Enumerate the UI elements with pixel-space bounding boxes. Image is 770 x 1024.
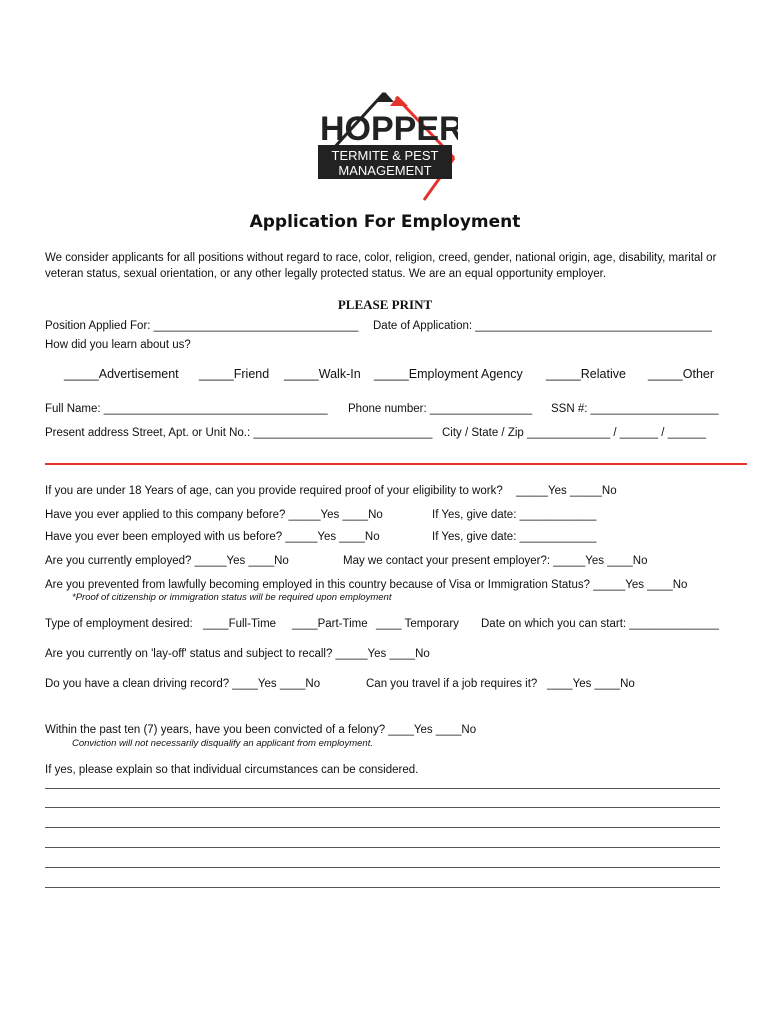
employed-date-field[interactable]: If Yes, give date: ____________ (432, 531, 597, 543)
svg-text:TERMITE & PEST: TERMITE & PEST (331, 148, 439, 163)
ssn-field[interactable]: SSN #: ____________________ (551, 403, 719, 415)
employed-before-question[interactable]: Have you ever been employed with us before? _____Yes ____No (45, 531, 380, 543)
source-relative[interactable]: _____Relative (546, 367, 626, 381)
travel-question: Can you travel if a job requires it? (366, 678, 538, 690)
employment-type-label: Type of employment desired: (45, 618, 193, 630)
svg-text:MANAGEMENT: MANAGEMENT (338, 163, 432, 178)
address-field[interactable]: Present address Street, Apt. or Unit No.: ____________________________ (45, 427, 433, 439)
source-advertisement[interactable]: _____Advertisement (64, 367, 179, 381)
currently-employed-question[interactable]: Are you currently employed? _____Yes ____No (45, 555, 289, 567)
learn-about-us-label: How did you learn about us? (45, 339, 191, 351)
explain-line-1[interactable] (45, 788, 720, 789)
visa-status-question[interactable]: Are you prevented from lawfully becoming employed in this country because of Visa or Immigration Status? _____Yes ____No (45, 579, 688, 591)
driving-record-question[interactable]: Do you have a clean driving record? ____Yes ____No (45, 678, 321, 690)
source-employment-agency[interactable]: _____Employment Agency (374, 367, 523, 381)
under-18-options[interactable]: _____Yes _____No (516, 485, 617, 497)
explain-label: If yes, please explain so that individual circumstances can be considered. (45, 764, 419, 776)
explain-line-6[interactable] (45, 887, 720, 888)
company-logo (312, 90, 458, 206)
source-friend[interactable]: _____Friend (199, 367, 270, 381)
explain-line-3[interactable] (45, 827, 720, 828)
equal-opportunity-statement: We consider applicants for all positions without regard to race, color, religion, creed, gender, national origin, age, disability, marital or veteran status, sexual orientation, or any other legally protected status. We are an equal opportunity employer. (45, 252, 717, 280)
section-divider (45, 463, 747, 465)
employment-full-time[interactable]: ____Full-Time (203, 618, 277, 630)
visa-note: *Proof of citizenship or immigration status will be required upon employment (72, 592, 392, 603)
under-18-question: If you are under 18 Years of age, can you provide required proof of your eligibility to work? (45, 485, 503, 497)
applied-before-question[interactable]: Have you ever applied to this company before? _____Yes ____No (45, 509, 383, 521)
felony-note: Conviction will not necessarily disqualify an applicant from employment. (72, 738, 373, 749)
source-other[interactable]: _____Other (648, 367, 715, 381)
employment-temporary[interactable]: ____ Temporary (376, 618, 459, 630)
city-state-zip-field[interactable]: City / State / Zip _____________ / ______ / ______ (442, 427, 707, 439)
employment-part-time[interactable]: ____Part-Time (292, 618, 368, 630)
logo-graphic (312, 90, 458, 206)
layoff-question[interactable]: Are you currently on 'lay-off' status and subject to recall? _____Yes ____No (45, 648, 430, 660)
contact-employer-question[interactable]: May we contact your present employer?: _____Yes ____No (343, 555, 648, 567)
explain-line-2[interactable] (45, 807, 720, 808)
date-of-application-field[interactable]: Date of Application: _____________________________________ (373, 320, 712, 332)
full-name-field[interactable]: Full Name: ___________________________________ (45, 403, 328, 415)
svg-text:HOPPER: HOPPER (320, 110, 458, 148)
position-applied-field[interactable]: Position Applied For: ________________________________ (45, 320, 359, 332)
please-print-heading: PLEASE PRINT (337, 297, 433, 312)
felony-question[interactable]: Within the past ten (7) years, have you been convicted of a felony? ____Yes ____No (45, 724, 477, 736)
form-title: Application For Employment (249, 212, 521, 232)
applied-date-field[interactable]: If Yes, give date: ____________ (432, 509, 597, 521)
phone-field[interactable]: Phone number: ________________ (348, 403, 533, 415)
explain-line-5[interactable] (45, 867, 720, 868)
explain-line-4[interactable] (45, 847, 720, 848)
travel-options[interactable]: ____Yes ____No (547, 678, 635, 690)
source-walk-in[interactable]: _____Walk-In (284, 367, 361, 381)
start-date-field[interactable]: Date on which you can start: ______________ (481, 618, 719, 630)
